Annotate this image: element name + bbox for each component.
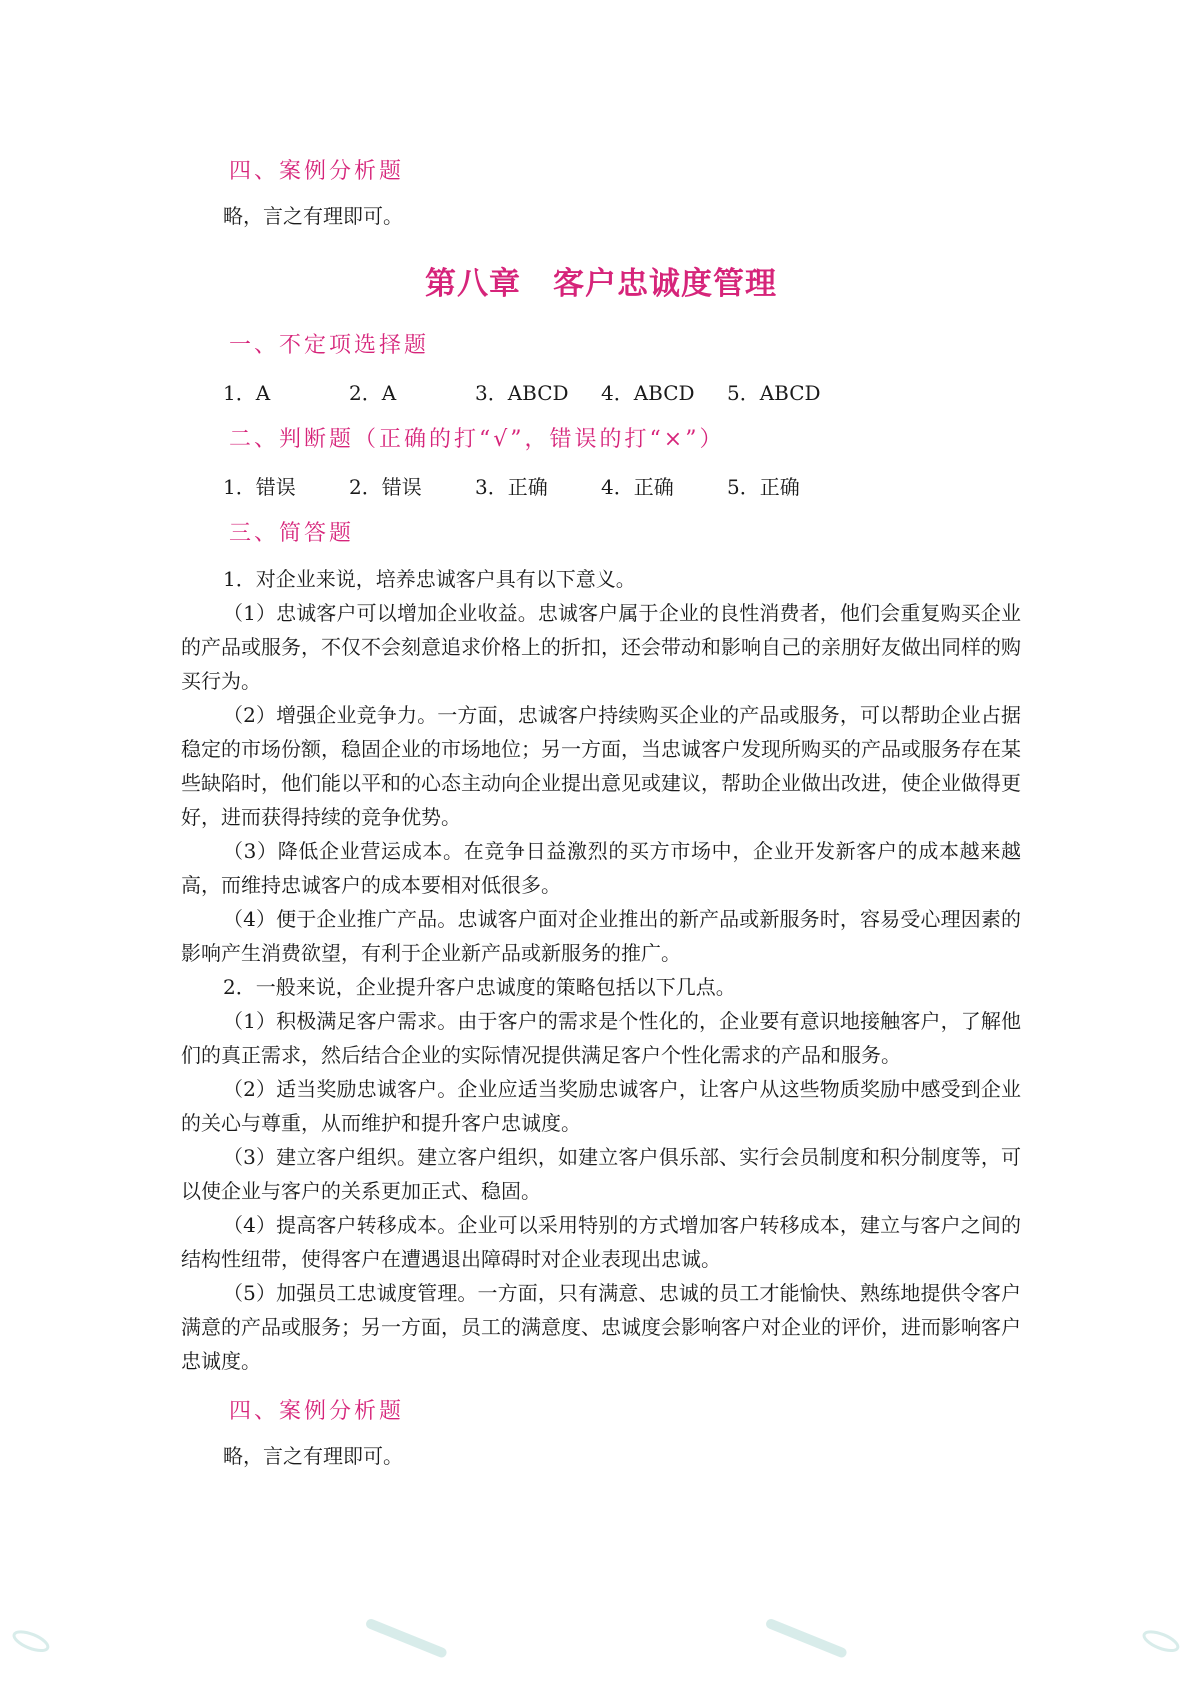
short-answer-paragraph: （1）积极满足客户需求。由于客户的需求是个性化的，企业要有意识地接触客户，了解他们的真正需求，然后结合企业的实际情况提供满足客户个性化需求的产品和服务。 [181,1009,1021,1067]
watermark-logo-icon [9,1624,54,1658]
prev-case-text: 略，言之有理即可。 [223,204,403,228]
watermark-logo-icon [360,1611,452,1667]
judge-answer-1: 1．错误 [223,475,296,499]
case-heading: 四、案例分析题 [229,1399,405,1424]
short-answer-paragraph: 2．一般来说，企业提升客户忠诚度的策略包括以下几点。 [223,975,736,999]
short-answer-paragraph: （4）提高客户转移成本。企业可以采用特别的方式增加客户转移成本，建立与客户之间的结构性纽带，使得客户在遭遇退出障碍时对企业表现出忠诚。 [181,1213,1021,1271]
case-text: 略，言之有理即可。 [223,1444,403,1468]
judge-answer-2: 2．错误 [349,475,422,499]
prev-case-heading: 四、案例分析题 [229,159,405,184]
short-answer-paragraph: （3）建立客户组织。建立客户组织，如建立客户俱乐部、实行会员制度和积分制度等，可以使企业与客户的关系更加正式、稳固。 [181,1145,1021,1203]
choice-answer-2: 2．A [349,381,397,405]
short-answer-heading: 三、简答题 [229,521,355,546]
judge-answer-3: 3．正确 [475,475,548,499]
watermark-mark [1137,1624,1183,1662]
watermark-logo-icon [760,1611,852,1667]
choice-heading: 一、不定项选择题 [229,333,430,358]
short-answer-paragraph: （3）降低企业营运成本。在竞争日益激烈的买方市场中，企业开发新客户的成本越来越高，而维持忠诚客户的成本要相对低很多。 [181,839,1021,897]
judge-answer-5: 5．正确 [727,475,800,499]
judge-answers [181,462,1021,512]
judge-answer-4: 4．正确 [601,475,674,499]
short-answer-paragraph: 1．对企业来说，培养忠诚客户具有以下意义。 [223,567,636,591]
chapter-title: 第八章 客户忠诚度管理 [425,266,777,302]
short-answer-paragraph: （4）便于企业推广产品。忠诚客户面对企业推出的新产品或新服务时，容易受心理因素的影响产生消费欲望，有利于企业新产品或新服务的推广。 [181,907,1021,965]
watermark-mark [758,1611,852,1672]
choice-answer-3: 3．ABCD [475,381,569,405]
short-answer-paragraph: （5）加强员工忠诚度管理。一方面，只有满意、忠诚的员工才能愉快、熟练地提供令客户满意的产品或服务；另一方面，员工的满意度、忠诚度会影响客户对企业的评价，进而影响客户忠诚度。 [181,1281,1021,1373]
judge-heading: 二、判断题（正确的打“√”，错误的打“×”） [229,427,725,452]
choice-answer-5: 5．ABCD [727,381,821,405]
choice-answers [181,368,1021,418]
short-answer-paragraph: （2）增强企业竞争力。一方面，忠诚客户持续购买企业的产品或服务，可以帮助企业占据稳定的市场份额，稳固企业的市场地位；另一方面，当忠诚客户发现所购买的产品或服务存在某些缺陷时，他们能以平和的心态主动向企业提出意见或建议，帮助企业做出改进，使企业做得更好，进而获得持续的竞争优势。 [181,703,1021,829]
choice-answer-4: 4．ABCD [601,381,695,405]
watermark-logo-icon [1139,1624,1184,1658]
watermark-mark [7,1624,53,1662]
choice-answer-1: 1．A [223,381,271,405]
watermark-mark [358,1611,452,1672]
page-content [181,150,1021,1478]
short-answer-paragraph: （2）适当奖励忠诚客户。企业应适当奖励忠诚客户，让客户从这些物质奖励中感受到企业的关心与尊重，从而维护和提升客户忠诚度。 [181,1077,1021,1135]
short-answer-paragraph: （1）忠诚客户可以增加企业收益。忠诚客户属于企业的良性消费者，他们会重复购买企业的产品或服务，不仅不会刻意追求价格上的折扣，还会带动和影响自己的亲朋好友做出同样的购买行为。 [181,601,1021,693]
